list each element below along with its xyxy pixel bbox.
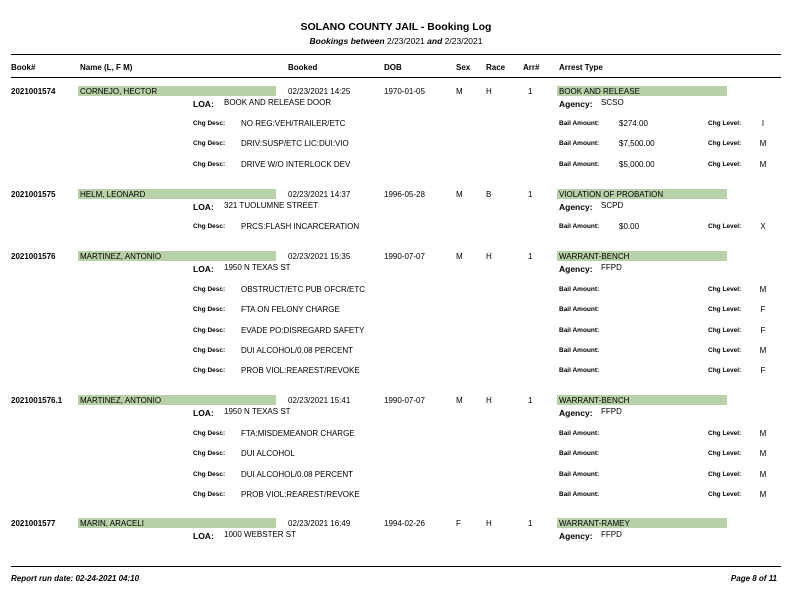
bail-amount-label: Bail Amount: <box>559 367 600 375</box>
booking-number: 2021001575 <box>11 190 56 199</box>
agency-label: Agency: <box>559 202 593 212</box>
loa-value: 1000 WEBSTER ST <box>224 530 297 539</box>
date-of-birth: 1996-05-28 <box>384 190 425 199</box>
sex: F <box>456 519 461 528</box>
chg-level-value: M <box>759 139 767 149</box>
report-subtitle <box>0 36 792 46</box>
chg-desc-label: Chg Desc: <box>193 470 226 478</box>
chg-level-value: M <box>759 469 767 479</box>
loa-value: 321 TUOLUMNE STREET <box>224 201 319 210</box>
col-header-book: Book# <box>11 63 36 72</box>
chg-desc-value: DRIV:SUSP/ETC LIC:DUI:VIO <box>241 139 349 149</box>
chg-level-value: M <box>759 429 767 438</box>
date-of-birth: 1970-01-05 <box>384 87 425 96</box>
chg-level-value: F <box>760 366 766 376</box>
agency-value: FFPD <box>601 530 622 539</box>
inmate-name: CORNEJO, HECTOR <box>80 87 158 96</box>
race: B <box>486 190 492 199</box>
inmate-name: HELM, LEONARD <box>80 190 146 199</box>
chg-level-label: Chg Level: <box>708 326 742 334</box>
agency-label: Agency: <box>559 99 593 109</box>
chg-level-label: Chg Level: <box>708 470 742 478</box>
date-of-birth: 1990-07-07 <box>384 252 425 261</box>
booked-datetime: 02/23/2021 15:41 <box>288 396 351 405</box>
chg-desc-value: PROB VIOL:REAREST/REVOKE <box>241 489 360 499</box>
chg-desc-label: Chg Desc: <box>193 140 226 148</box>
inmate-name: MARTINEZ, ANTONIO <box>80 396 162 405</box>
chg-desc-value: DUI ALCOHOL/0.08 PERCENT <box>241 469 354 479</box>
report-run-date: Report run date: 02-24-2021 04:10 <box>11 574 140 583</box>
chg-level-label: Chg Level: <box>708 306 742 314</box>
sex: M <box>456 252 463 261</box>
chg-desc-label: Chg Desc: <box>193 286 226 293</box>
chg-desc-value: PROB VIOL:REAREST/REVOKE <box>241 366 360 376</box>
sex: M <box>456 190 463 199</box>
arrest-number: 1 <box>528 396 533 405</box>
loa-value: 1950 N TEXAS ST <box>224 263 291 272</box>
chg-desc-label: Chg Desc: <box>193 223 226 230</box>
arrest-number: 1 <box>528 252 533 261</box>
bail-amount-value: $0.00 <box>619 222 640 231</box>
inmate-name: MARTINEZ, ANTONIO <box>80 252 162 261</box>
subtitle-start-date: 2/23/2021 <box>386 36 425 46</box>
loa-label: LOA: <box>193 531 214 541</box>
subtitle-prefix: Bookings between <box>309 36 385 46</box>
chg-level-label: Chg Level: <box>708 367 742 375</box>
chg-desc-label: Chg Desc: <box>193 306 226 314</box>
bail-amount-label: Bail Amount: <box>559 470 600 478</box>
arrest-number: 1 <box>528 190 533 199</box>
booked-datetime: 02/23/2021 15:35 <box>288 252 351 261</box>
chg-level-value: M <box>759 345 767 355</box>
chg-desc-label: Chg Desc: <box>193 326 226 334</box>
chg-level-label: Chg Level: <box>708 450 742 458</box>
booking-number: 2021001576.1 <box>11 396 63 405</box>
race: H <box>486 396 492 405</box>
chg-desc-value: EVADE PO:DISREGARD SAFETY <box>241 325 365 335</box>
bail-amount-label: Bail Amount: <box>559 120 600 127</box>
chg-desc-value: PRCS:FLASH INCARCERATION <box>241 222 360 231</box>
arrest-type: WARRANT-RAMEY <box>559 519 630 528</box>
date-of-birth: 1994-02-26 <box>384 519 425 528</box>
chg-desc-value: DRIVE W/O INTERLOCK DEV <box>241 159 351 169</box>
col-header-arr: Arr# <box>523 63 540 72</box>
sex: M <box>456 396 463 405</box>
chg-level-value: X <box>760 222 766 231</box>
chg-level-label: Chg Level: <box>708 140 742 148</box>
sex: M <box>456 87 463 96</box>
bail-amount-label: Bail Amount: <box>559 140 600 148</box>
footer-rule <box>11 566 781 567</box>
agency-value: SCSO <box>601 98 624 107</box>
col-header-race: Race <box>486 63 506 72</box>
bail-amount-label: Bail Amount: <box>559 450 600 458</box>
col-header-sex: Sex <box>456 63 471 72</box>
agency-label: Agency: <box>559 408 593 418</box>
arrest-type: VIOLATION OF PROBATION <box>559 190 664 199</box>
chg-desc-label: Chg Desc: <box>193 346 226 354</box>
col-header-booked: Booked <box>288 63 318 72</box>
loa-label: LOA: <box>193 99 214 109</box>
loa-value: 1950 N TEXAS ST <box>224 407 291 416</box>
agency-label: Agency: <box>559 531 593 541</box>
chg-desc-label: Chg Desc: <box>193 490 226 498</box>
chg-desc-value: DUI ALCOHOL/0.08 PERCENT <box>241 345 354 355</box>
agency-value: FFPD <box>601 263 622 272</box>
booking-number: 2021001577 <box>11 519 56 528</box>
chg-level-value: F <box>760 305 766 315</box>
booked-datetime: 02/23/2021 16:49 <box>288 519 351 528</box>
arrest-type: BOOK AND RELEASE <box>559 87 640 96</box>
chg-level-value: F <box>760 325 766 335</box>
chg-level-label: Chg Level: <box>708 430 742 437</box>
chg-desc-value: FTA:MISDEMEANOR CHARGE <box>241 429 355 438</box>
bail-amount-label: Bail Amount: <box>559 223 600 230</box>
bail-amount-label: Bail Amount: <box>559 326 600 334</box>
bail-amount-label: Bail Amount: <box>559 490 600 498</box>
bail-amount-value: $7,500.00 <box>619 139 655 149</box>
loa-label: LOA: <box>193 408 214 418</box>
loa-label: LOA: <box>193 202 214 212</box>
inmate-name: MARIN, ARACELI <box>80 519 145 528</box>
chg-desc-label: Chg Desc: <box>193 160 226 168</box>
chg-desc-value: OBSTRUCT/ETC PUB OFCR/ETC <box>241 285 366 294</box>
chg-desc-value: DUI ALCOHOL <box>241 449 295 459</box>
booked-datetime: 02/23/2021 14:25 <box>288 87 351 96</box>
chg-desc-label: Chg Desc: <box>193 367 226 375</box>
bail-amount-label: Bail Amount: <box>559 160 600 168</box>
chg-desc-label: Chg Desc: <box>193 430 226 437</box>
col-header-name: Name (L, F M) <box>80 63 133 72</box>
agency-value: SCPD <box>601 201 624 210</box>
booked-datetime: 02/23/2021 14:37 <box>288 190 351 199</box>
header-bottom-rule <box>11 77 781 78</box>
subtitle-end-date: 2/23/2021 <box>444 36 483 46</box>
arrest-number: 1 <box>528 519 533 528</box>
chg-level-value: M <box>759 159 767 169</box>
chg-level-value: M <box>759 449 767 459</box>
arrest-type: WARRANT-BENCH <box>559 396 630 405</box>
chg-level-value: I <box>761 119 765 128</box>
chg-level-label: Chg Level: <box>708 160 742 168</box>
agency-value: FFPD <box>601 407 622 416</box>
arrest-number: 1 <box>528 87 533 96</box>
col-header-arrest-type: Arrest Type <box>559 63 603 72</box>
race: H <box>486 519 492 528</box>
loa-value: BOOK AND RELEASE DOOR <box>224 98 332 107</box>
race: H <box>486 87 492 96</box>
chg-level-label: Chg Level: <box>708 286 742 293</box>
race: H <box>486 252 492 261</box>
arrest-type: WARRANT-BENCH <box>559 252 630 261</box>
bail-amount-label: Bail Amount: <box>559 430 600 437</box>
bail-amount-label: Bail Amount: <box>559 346 600 354</box>
bail-amount-label: Bail Amount: <box>559 286 600 293</box>
col-header-dob: DOB <box>384 63 402 72</box>
booking-number: 2021001576 <box>11 252 56 261</box>
page-number: Page 8 of 11 <box>730 574 777 583</box>
subtitle-and: and <box>427 36 443 46</box>
chg-level-label: Chg Level: <box>708 490 742 498</box>
date-of-birth: 1990-07-07 <box>384 396 425 405</box>
bail-amount-value: $5,000.00 <box>619 159 655 169</box>
agency-label: Agency: <box>559 264 593 274</box>
chg-level-label: Chg Level: <box>708 223 742 230</box>
chg-desc-value: FTA ON FELONY CHARGE <box>241 305 340 315</box>
chg-level-label: Chg Level: <box>708 120 742 127</box>
chg-level-value: M <box>759 285 767 294</box>
loa-label: LOA: <box>193 264 214 274</box>
booking-number: 2021001574 <box>11 87 56 96</box>
header-top-rule <box>11 54 781 55</box>
bail-amount-label: Bail Amount: <box>559 306 600 314</box>
chg-level-value: M <box>759 489 767 499</box>
chg-desc-value: NO REG:VEH/TRAILER/ETC <box>241 119 346 128</box>
chg-desc-label: Chg Desc: <box>193 120 226 127</box>
report-title: SOLANO COUNTY JAIL - Booking Log <box>300 21 492 33</box>
chg-desc-label: Chg Desc: <box>193 450 226 458</box>
chg-level-label: Chg Level: <box>708 346 742 354</box>
bail-amount-value: $274.00 <box>619 119 648 128</box>
